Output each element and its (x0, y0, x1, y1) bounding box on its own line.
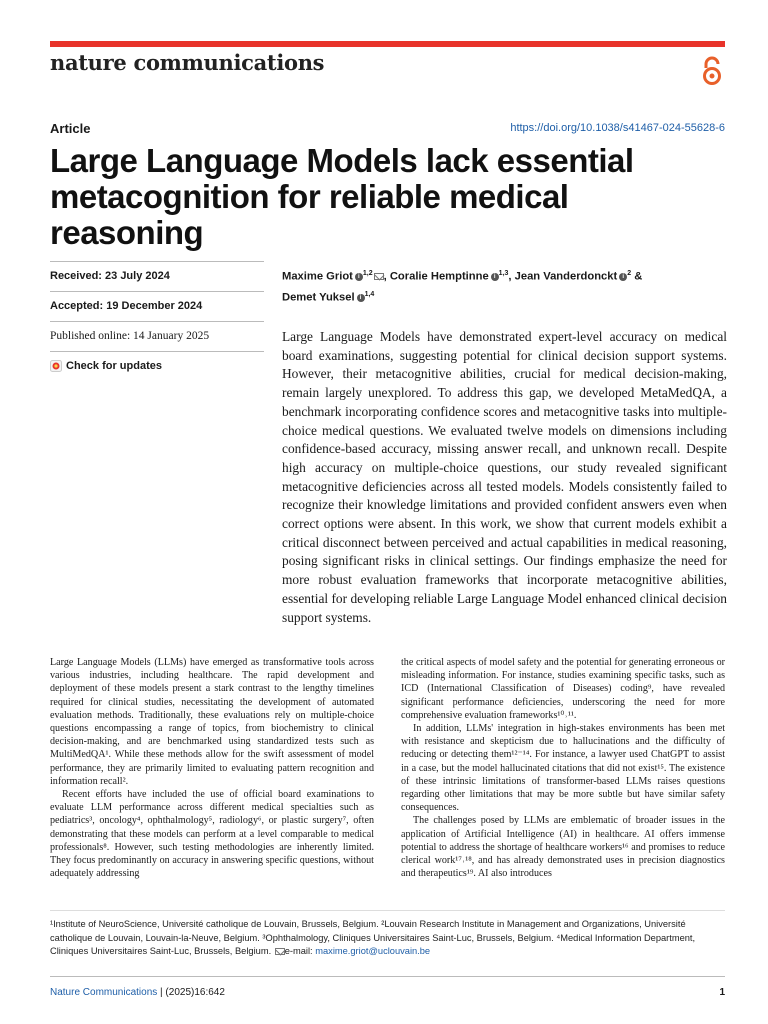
footer-volume: | (2025)16:642 (160, 987, 225, 998)
header-accent-bar (50, 41, 725, 47)
orcid-icon[interactable]: i (355, 273, 363, 281)
article-title: Large Language Models lack essential metacognition for reliable medical reasoning (50, 142, 634, 251)
check-updates-icon (50, 360, 62, 372)
footer-divider (50, 976, 725, 977)
body-paragraph: The challenges posed by LLMs are emblematic of broader issues in the application of Artificial Intelligence (AI) in healthcare. AI offers immense potential to address the shortage of healthcare workers¹⁶ and promises to reduce clerical work¹⁷˒¹⁸, and has already demonstrated uses in precision diagnostics and therapeutics¹⁹. AI also introduces (401, 815, 725, 880)
email-icon (275, 948, 285, 955)
footer-citation (50, 987, 225, 998)
author-name[interactable]: Coralie Hemptinne (389, 270, 489, 283)
open-access-icon (699, 56, 725, 86)
body-paragraph: In addition, LLMs' integration in high-stakes environments has been met with resistance and skepticism due to hallucinations and the difficulty of reducing or detecting them¹²⁻¹⁴. For instance, a lawyer used ChatGPT to assist in a case, but the model hallucinated citations that did not exist¹⁵. The existence of these intrinsic limitations of transformer-based LLMs raises questions regarding other limitations that may be more subtle but have similar safety consequences. (401, 723, 725, 814)
orcid-icon[interactable]: i (491, 273, 499, 281)
published-date: Published online: 14 January 2025 (50, 321, 264, 351)
body-column-right (401, 656, 725, 880)
doi-link[interactable]: https://doi.org/10.1038/s41467-024-55628-6 (510, 122, 725, 134)
author-email-link[interactable]: maxime.griot@uclouvain.be (315, 946, 431, 957)
email-label: e-mail: (284, 946, 313, 957)
affiliations-footnote (50, 918, 725, 959)
journal-name: nature communications (50, 50, 325, 75)
check-updates-label: Check for updates (66, 360, 162, 372)
orcid-icon[interactable]: i (619, 273, 627, 281)
footer-journal-link[interactable]: Nature Communications (50, 987, 158, 998)
author-affiliation: 2 (627, 270, 632, 277)
article-type: Article (50, 121, 91, 136)
accepted-date: Accepted: 19 December 2024 (50, 291, 264, 321)
body-paragraph: Large Language Models (LLMs) have emerged as transformative tools across various industries, including healthcare. The rapid development and deployment of these models present a stark contrast to the lengthy timelines required for clinical studies, necessitating the development of automated evaluation methods. Traditionally, these evaluations rely on multiple-choice questions encompassing a range of topics, from biochemistry to clinical decision-making, and are benchmarked using standardized tests such as MultiMedQA¹. While these methods allow for the swift assessment of model performance, they are primarily limited to evaluating pattern recognition and information recall². (50, 657, 374, 787)
author-name[interactable]: Maxime Griot (282, 270, 353, 283)
author-separator: & (634, 270, 643, 283)
body-column-left (50, 656, 374, 880)
orcid-icon[interactable]: i (357, 294, 365, 302)
body-paragraph: the critical aspects of model safety and the potential for generating erroneous or misleading information. For instance, studies examining specific tasks, such as ICD (International Classification of Diseases) coding⁹, have revealed significant performance deficiencies, underscoring the need for more comprehensive evaluation frameworks¹⁰˒¹¹. (401, 657, 725, 721)
author-affiliation: 1,2 (362, 270, 373, 277)
article-meta (50, 261, 264, 381)
received-date: Received: 23 July 2024 (50, 261, 264, 291)
affiliations-text: ¹Institute of NeuroScience, Université catholique de Louvain, Brussels, Belgium. ²Louvain Research Institute in Management and Organizations, Université catholique de Louvain, Louvain-la-Neuve, Belgium. ³Ophthalmology, Cliniques Universitaires Saint-Luc, Brussels, Belgium. ⁴Medical Information Department, Cliniques Universitaires Saint-Luc, Brussels, Belgium. (50, 919, 696, 957)
page-number: 1 (719, 987, 725, 998)
check-updates-button[interactable] (50, 351, 264, 381)
body-paragraph: Recent efforts have included the use of official board examinations to evaluate LLM performance across different medical specialties such as pediatrics³, oncology⁴, ophthalmology⁵, radiology⁶, or plastic surgery⁷, often demonstrating that these models can perform at a level comparable to medical professionals⁸. However, such testing methodologies are inherently limited. They focus predominantly on accuracy in answering specific questions, without adequately addressing (50, 789, 374, 880)
abstract: Large Language Models have demonstrated expert-level accuracy on medical board examinations, suggesting potential for clinical decision support systems. However, their metacognitive abilities, crucial for medical decision-making, remain largely unexplored. To address this gap, we developed MetaMedQA, a benchmark incorporating confidence scores and metacognitive tasks into multiple-choice medical questions. We evaluated twelve models on dimensions including confidence-based accuracy, missing answer recall, and unknown recall. Despite high accuracy on multiple-choice questions, our study revealed significant metacognitive deficiencies across all tested models. Models consistently failed to recognize their knowledge limitations and provided confident answers even when correct options were absent. In this work, we show that current models exhibit a critical disconnect between perceived and actual capabilities in medical reasoning, posing significant risks in clinical settings. Our findings emphasize the need for more robust evaluation frameworks that incorporate metacognitive abilities, essential for developing reliable Large Language Model enhanced clinical decision support systems. (282, 329, 727, 625)
email-icon[interactable] (374, 273, 384, 280)
author-list: Maxime Griot i $^{1,2}$ , Coralie Hemptinne i $^{1,3}$, Jean Vanderdonckt i $^2$ & Demet Yuksel i $^{1,4}$ (282, 270, 643, 304)
author-affiliation: 1,4 (364, 290, 375, 298)
author-name[interactable]: Jean Vanderdonckt (514, 270, 618, 283)
author-name[interactable]: Demet Yuksel (282, 291, 355, 304)
footnote-divider (50, 910, 725, 911)
author-affiliation: 1,3 (498, 270, 509, 277)
